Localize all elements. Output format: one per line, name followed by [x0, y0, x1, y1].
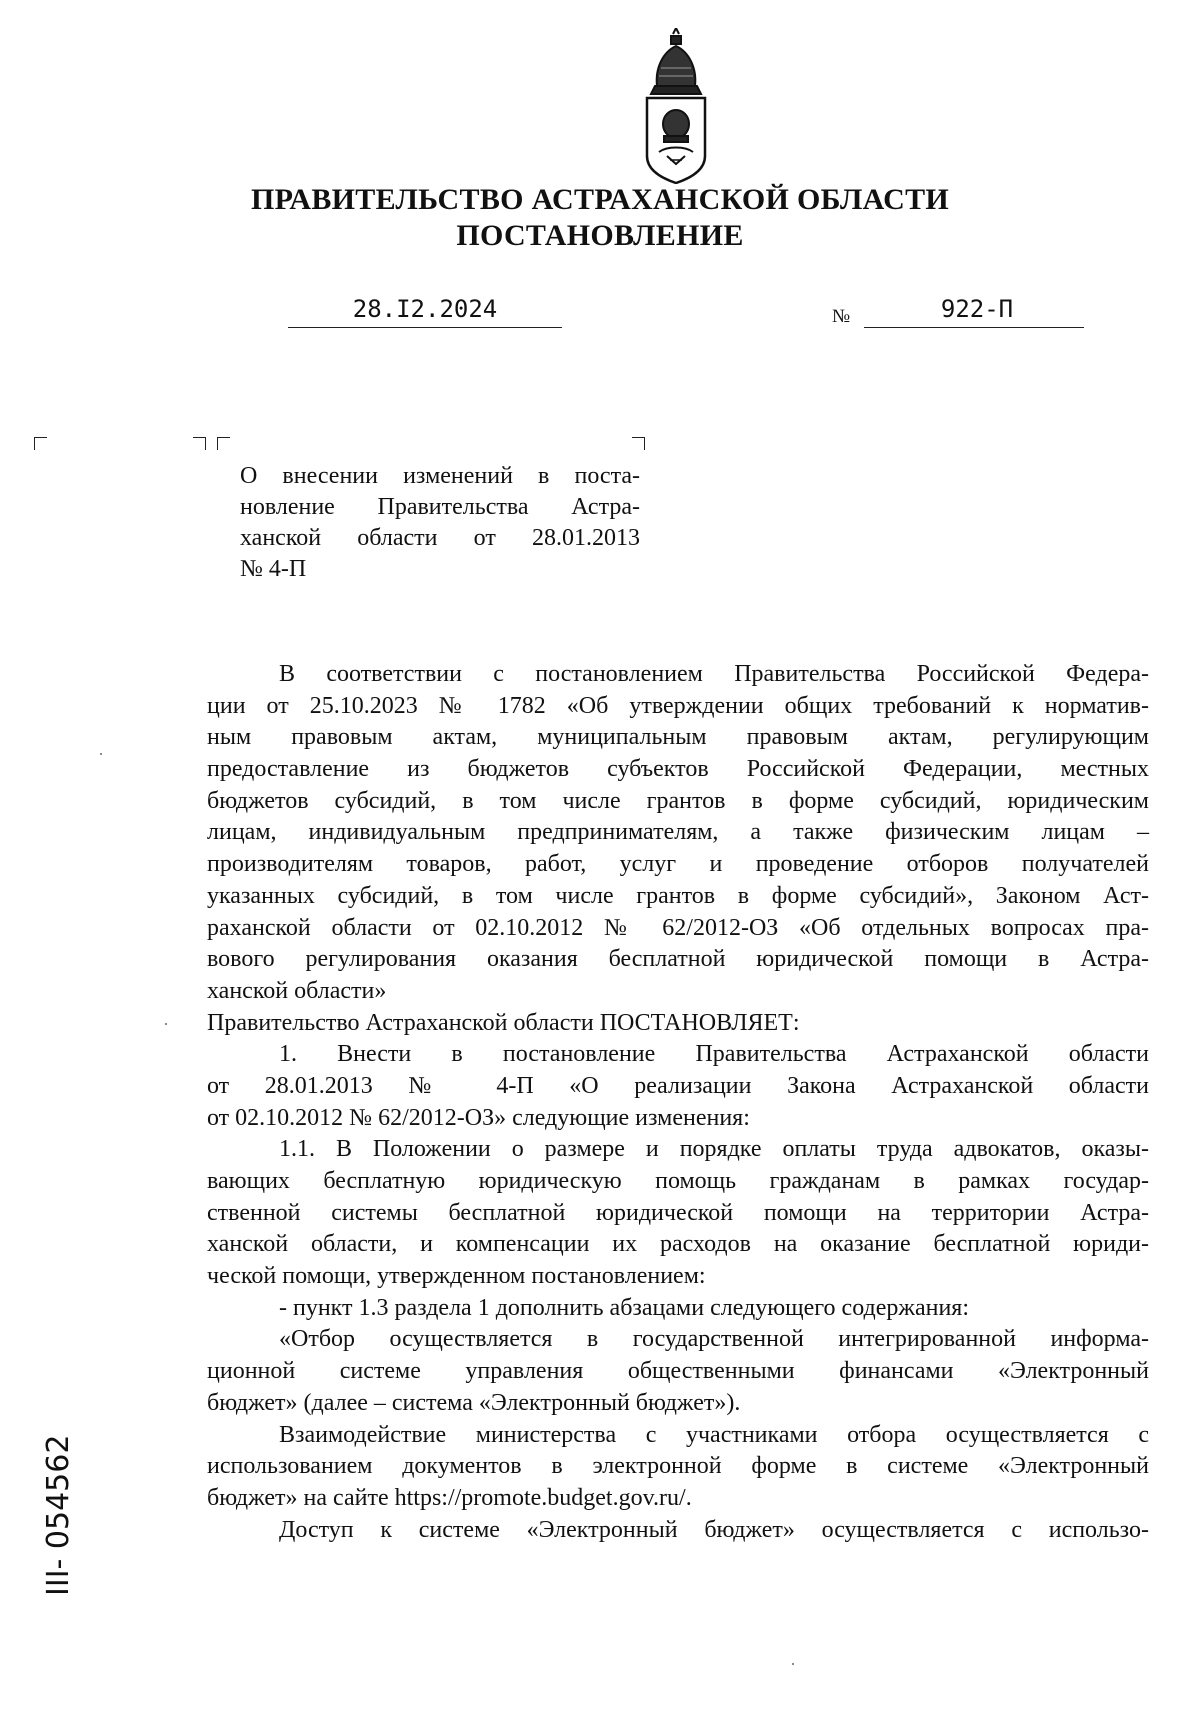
body-line: ханской области, и компенсации их расходов на оказание бесплатной юриди-	[207, 1231, 1149, 1258]
body-line: 1. Внести в постановление Правительства Астраханской области	[279, 1041, 1149, 1068]
coat-of-arms-emblem	[637, 28, 715, 184]
body-line: предоставление из бюджетов субъектов Российской Федерации, местных	[207, 756, 1149, 783]
margin-serial-text: ІІІ- 054562	[41, 1434, 76, 1596]
body-line: 1.1. В Положении о размере и порядке оплаты труда адвокатов, оказы-	[279, 1136, 1149, 1163]
body-line: бюджетов субсидий, в том числе грантов в форме субсидий, юридическим	[207, 787, 1149, 814]
subject-line: № 4-П	[240, 556, 307, 582]
body-line: использованием документов в электронной форме в системе «Электронный	[207, 1453, 1149, 1480]
document-type-title: ПОСТАНОВЛЕНИЕ	[456, 219, 744, 252]
subject-bracket-left	[217, 437, 230, 450]
body-line: бюджет» (далее – система «Электронный бюджет»).	[207, 1389, 741, 1416]
body-line: бюджет» на сайте https://promote.budget.gov.ru/.	[207, 1484, 692, 1511]
body-line: вающих бесплатную юридическую помощь гражданам в рамках государ-	[207, 1168, 1149, 1194]
subject-line: новление Правительства Астра-	[240, 494, 640, 520]
corner-mark-top-left	[34, 437, 47, 450]
number-underline	[864, 327, 1084, 328]
body-line: ции от 25.10.2023 № 1782 «Об утверждении общих требований к норматив-	[207, 692, 1149, 719]
margin-serial-number	[30, 1378, 80, 1598]
body-line: ческой помощи, утвержденном постановлением:	[207, 1263, 706, 1290]
body-line: - пункт 1.3 раздела 1 дополнить абзацами следующего содержания:	[279, 1294, 969, 1321]
document-date: 28.I2.2024	[352, 295, 498, 323]
body-line: раханской области от 02.10.2012 № 62/2012-ОЗ «Об отдельных вопросах пра-	[207, 914, 1149, 941]
body-line: «Отбор осуществляется в государственной интегрированной информа-	[279, 1326, 1149, 1353]
document-number: 922-П	[940, 295, 1014, 323]
body-line: указанных субсидий, в том числе грантов в форме субсидий», Законом Аст-	[207, 882, 1149, 909]
number-sign-label: №	[832, 306, 851, 327]
organization-title: ПРАВИТЕЛЬСТВО АСТРАХАНСКОЙ ОБЛАСТИ	[250, 183, 950, 216]
scan-speck	[792, 1663, 794, 1665]
body-line: вового регулирования оказания бесплатной юридической помощи в Астра-	[207, 946, 1149, 973]
subject-line: ханской области от 28.01.2013	[240, 525, 640, 551]
body-line: ственной системы бесплатной юридической помощи на территории Астра-	[207, 1199, 1149, 1226]
body-line: ным правовым актам, муниципальным правовым актам, регулирующим	[207, 724, 1149, 751]
body-line: В соответствии с постановлением Правительства Российской Федера-	[279, 661, 1149, 687]
corner-mark-top-right	[193, 437, 206, 450]
body-line: Доступ к системе «Электронный бюджет» осуществляется с использо-	[279, 1516, 1149, 1543]
body-line: лицам, индивидуальным предпринимателям, а также физическим лицам –	[207, 819, 1149, 846]
date-underline	[288, 327, 562, 328]
body-line: от 28.01.2013 № 4-П «О реализации Закона Астраханской области	[207, 1072, 1149, 1099]
scan-speck	[100, 753, 102, 755]
body-line: Правительство Астраханской области ПОСТАНОВЛЯЕТ:	[207, 1009, 800, 1036]
body-line: производителям товаров, работ, услуг и проведение отборов получателей	[207, 851, 1149, 878]
document-body	[207, 659, 1149, 1546]
body-line: ционной системе управления общественными финансами «Электронный	[207, 1358, 1149, 1385]
scan-speck	[165, 1023, 167, 1025]
document-subject	[240, 461, 640, 585]
subject-bracket-right	[632, 437, 645, 450]
body-line: Взаимодействие министерства с участниками отбора осуществляется с	[279, 1421, 1149, 1448]
subject-line: О внесении изменений в поста-	[240, 463, 640, 489]
body-line: от 02.10.2012 № 62/2012-ОЗ» следующие изменения:	[207, 1104, 750, 1131]
body-line: ханской области»	[207, 977, 387, 1004]
